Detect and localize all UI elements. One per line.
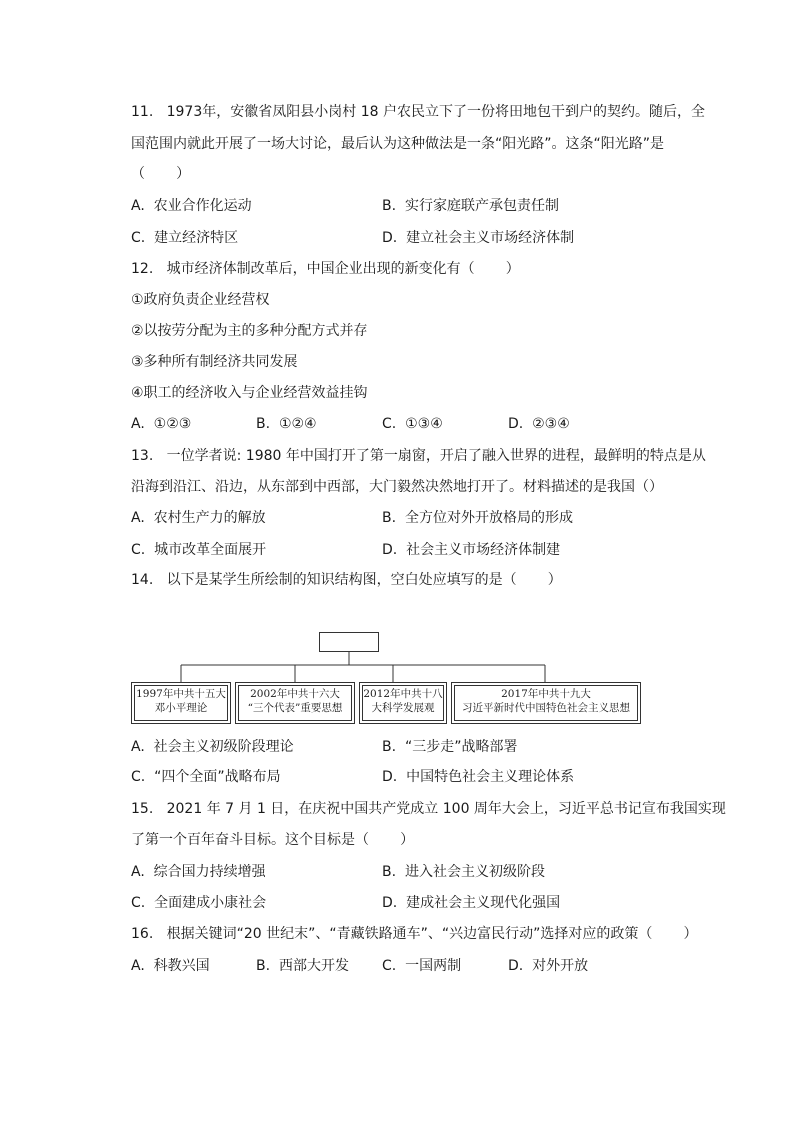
box-line-1: 2017年中共十九大 xyxy=(501,688,591,700)
question-text: 15. 2021 年 7 月 1 日，在庆祝中国共产党成立 100 周年大会上，习近平总书记宣布我国实现 xyxy=(131,801,726,817)
statement-2: ②以按劳分配为主的多种分配方式并存 xyxy=(131,323,368,339)
diagram-box-2002 xyxy=(235,682,355,724)
option-c: C. ①③④ xyxy=(382,416,443,432)
question-text: 沿海到沿江、沿边，从东部到中西部，大门毅然决然地打开了。材料描述的是我国（） xyxy=(131,479,663,495)
box-line-1: 2012年中共十八 xyxy=(363,688,443,700)
diagram-box-2017 xyxy=(451,682,641,724)
option-a: A. ①②③ xyxy=(131,416,192,432)
option-a: A. 科教兴国 xyxy=(131,958,210,974)
option-d: D. 对外开放 xyxy=(508,958,589,974)
option-a: A. 农业合作化运动 xyxy=(131,198,252,214)
question-text: 14. 以下是某学生所绘制的知识结构图，空白处应填写的是（ ） xyxy=(131,572,562,588)
statement-4: ④职工的经济收入与企业经营效益挂钩 xyxy=(131,385,368,401)
box-line-2: 大科学发展观 xyxy=(371,702,435,714)
question-text: 了第一个百年奋斗目标。这个目标是（ ） xyxy=(131,832,415,848)
question-text: （ ） xyxy=(131,166,191,182)
question-text: 12. 城市经济体制改革后，中国企业出现的新变化有（ ） xyxy=(131,261,520,277)
option-d: D. 社会主义市场经济体制建 xyxy=(382,542,561,558)
option-c: C. 全面建成小康社会 xyxy=(131,895,267,911)
box-line-2: “三个代表”重要思想 xyxy=(247,702,343,714)
statement-3: ③多种所有制经济共同发展 xyxy=(131,354,298,370)
option-b: B. 全方位对外开放格局的形成 xyxy=(382,510,573,526)
box-line-1: 2002年中共十六大 xyxy=(250,688,340,700)
option-b: B. 进入社会主义初级阶段 xyxy=(382,864,545,880)
box-line-2: 习近平新时代中国特色社会主义思想 xyxy=(462,702,630,714)
option-a: A. 综合国力持续增强 xyxy=(131,864,266,880)
option-a: A. 社会主义初级阶段理论 xyxy=(131,739,294,755)
option-b: B. 西部大开发 xyxy=(256,958,349,974)
option-d: D. 建立社会主义市场经济体制 xyxy=(382,230,575,246)
option-a: A. 农村生产力的解放 xyxy=(131,510,266,526)
option-d: D. 中国特色社会主义理论体系 xyxy=(382,769,575,785)
option-d: D. ②③④ xyxy=(508,416,570,432)
option-b: B. 实行家庭联产承包责任制 xyxy=(382,198,559,214)
statement-1: ①政府负责企业经营权 xyxy=(131,292,270,308)
option-b: B. ①②④ xyxy=(256,416,317,432)
option-c: C. 一国两制 xyxy=(382,958,462,974)
option-c: C. 城市改革全面展开 xyxy=(131,542,267,558)
question-text: 11. 1973年，安徽省凤阳县小岗村 18 户农民立下了一份将田地包干到户的契约。随后，全 xyxy=(131,104,705,120)
blank-answer-box xyxy=(319,632,379,652)
diagram-box-1997 xyxy=(131,682,231,724)
option-d: D. 建成社会主义现代化强国 xyxy=(382,895,561,911)
question-text: 13. 一位学者说: 1980 年中国打开了第一扇窗，开启了融入世界的进程，最鲜明的特点是从 xyxy=(131,448,706,464)
option-b: B. “三步走”战略部署 xyxy=(382,739,518,755)
option-c: C. 建立经济特区 xyxy=(131,230,239,246)
knowledge-structure-diagram xyxy=(131,628,641,728)
box-line-1: 1997年中共十五大 xyxy=(136,688,226,700)
question-text: 16. 根据关键词“20 世纪末”、“青藏铁路通车”、“兴边富民行动”选择对应的政策（ ） xyxy=(131,926,698,942)
question-text: 国范围内就此开展了一场大讨论，最后认为这种做法是一条“阳光路”。这条“阳光路”是 xyxy=(131,136,665,152)
option-c: C. “四个全面”战略布局 xyxy=(131,769,281,785)
diagram-box-2012 xyxy=(359,682,447,724)
box-line-2: 邓小平理论 xyxy=(154,702,208,714)
